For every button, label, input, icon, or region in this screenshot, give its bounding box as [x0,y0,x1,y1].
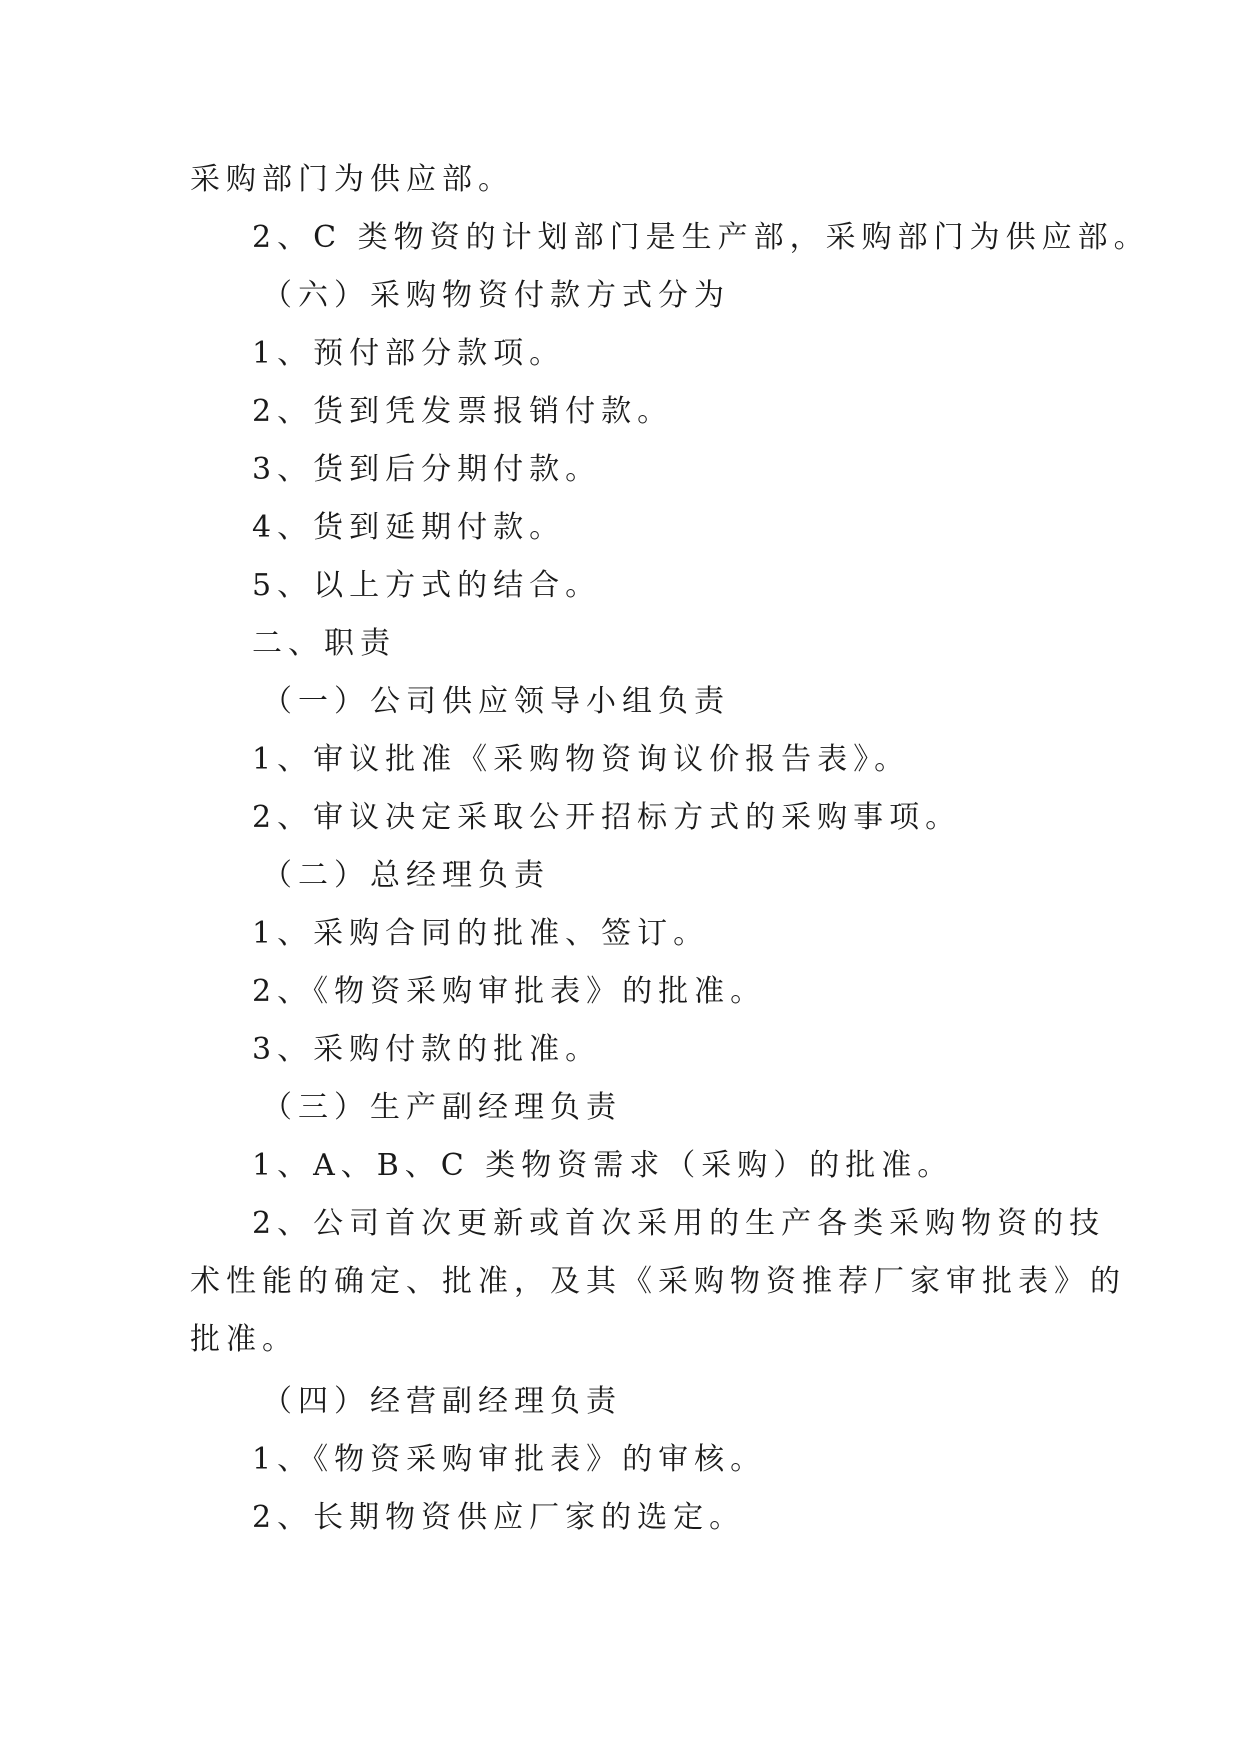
text-line: 3、采购付款的批准。 [252,1032,602,1067]
text-line: 1、审议批准《采购物资询议价报告表》。 [252,742,911,777]
section-heading: （六）采购物资付款方式分为 [262,278,730,313]
text-line: 1、预付部分款项。 [252,336,566,371]
text-line: 2、货到凭发票报销付款。 [252,394,674,429]
text-line: 批准。 [190,1322,298,1357]
text-line: 1、采购合同的批准、签订。 [252,916,710,951]
section-heading: （三）生产副经理负责 [262,1090,622,1125]
text-line: 采购部门为供应部。 [190,162,514,197]
text-line: 5、以上方式的结合。 [252,568,602,603]
text-line: 术性能的确定、批准，及其《采购物资推荐厂家审批表》的 [190,1264,1126,1299]
text-line: 1、A、B、C 类物资需求（采购）的批准。 [252,1148,954,1183]
text-line: 2、《物资采购审批表》的批准。 [252,974,767,1009]
text-line: 2、公司首次更新或首次采用的生产各类采购物资的技 [252,1206,1106,1241]
section-heading: （四）经营副经理负责 [262,1384,622,1419]
section-heading: （一）公司供应领导小组负责 [262,684,730,719]
text-line: 4、货到延期付款。 [252,510,566,545]
text-line: 3、货到后分期付款。 [252,452,602,487]
text-line: 2、C 类物资的计划部门是生产部，采购部门为供应部。 [252,220,1150,255]
chapter-heading: 二、职责 [252,626,396,661]
text-line: 2、审议决定采取公开招标方式的采购事项。 [252,800,962,835]
text-line: 2、长期物资供应厂家的选定。 [252,1500,746,1535]
section-heading: （二）总经理负责 [262,858,550,893]
text-line: 1、《物资采购审批表》的审核。 [252,1442,767,1477]
